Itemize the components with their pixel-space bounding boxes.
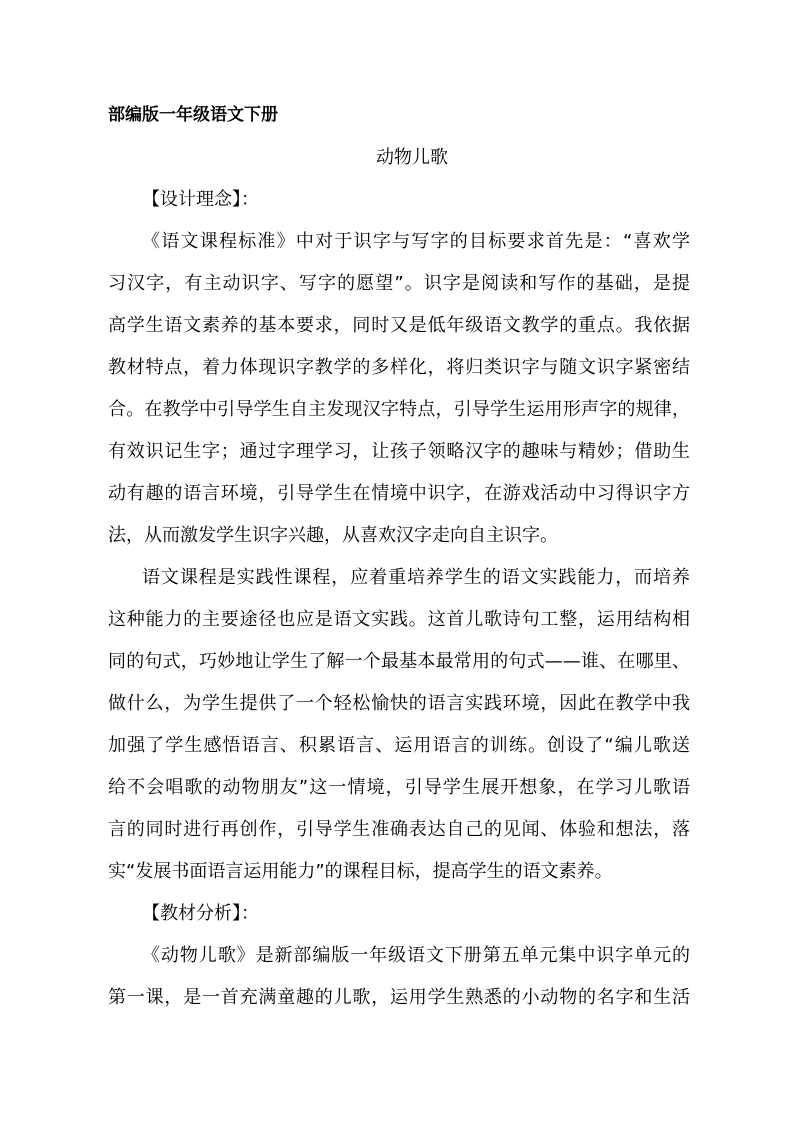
paragraph-line: 语文课程是实践性课程，应着重培养学生的语文实践能力，而培养 — [142, 567, 690, 588]
paragraph-line: 《动物儿歌》是新部编版一年级语文下册第五单元集中识字单元的 — [142, 945, 690, 966]
paragraph-line: 给不会唱歌的动物朋友”这一情境，引导学生展开想象，在学习儿歌语 — [108, 777, 690, 798]
paragraph-line: 《语文课程标准》中对于识字与写字的目标要求首先是：“喜欢学 — [142, 231, 690, 252]
paragraph-line: 习汉字，有主动识字、写字的愿望”。识字是阅读和写作的基础，是提 — [108, 273, 690, 294]
header-title: 部编版一年级语文下册 — [108, 105, 278, 125]
paragraph-line: 实“发展书面语言运用能力”的课程目标，提高学生的语文素养。 — [108, 861, 613, 882]
paragraph-line: 法，从而激发学生识字兴趣，从喜欢汉字走向自主识字。 — [108, 525, 558, 546]
paragraph-line: 动有趣的语言环境，引导学生在情境中识字，在游戏活动中习得识字方 — [108, 483, 690, 504]
document-title: 动物儿歌 — [376, 147, 448, 168]
paragraph-line: 加强了学生感悟语言、积累语言、运用语言的训练。创设了“编儿歌送 — [108, 735, 690, 756]
paragraph-line: 同的句式，巧妙地让学生了解一个最基本最常用的句式——谁、在哪里、 — [108, 651, 690, 672]
paragraph-line: 做什么，为学生提供了一个轻松愉快的语言实践环境，因此在教学中我 — [108, 693, 690, 714]
paragraph-line: 第一课，是一首充满童趣的儿歌，运用学生熟悉的小动物的名字和生活 — [108, 987, 690, 1008]
paragraph-line: 教材特点，着力体现识字教学的多样化，将归类识字与随文识字紧密结 — [108, 357, 690, 378]
paragraph-line: 有效识记生字；通过字理学习，让孩子领略汉字的趣味与精妙；借助生 — [108, 441, 690, 462]
section-heading-material-analysis: 【教材分析】： — [142, 903, 259, 924]
paragraph-line: 言的同时进行再创作，引导学生准确表达自己的见闻、体验和想法，落 — [108, 819, 690, 840]
paragraph-line: 合。在教学中引导学生自主发现汉字特点，引导学生运用形声字的规律， — [108, 399, 690, 420]
paragraph-line: 高学生语文素养的基本要求，同时又是低年级语文教学的重点。我依据 — [108, 315, 690, 336]
paragraph-line: 这种能力的主要途径也应是语文实践。这首儿歌诗句工整，运用结构相 — [108, 609, 690, 630]
section-heading-design-concept: 【设计理念】： — [142, 189, 259, 210]
